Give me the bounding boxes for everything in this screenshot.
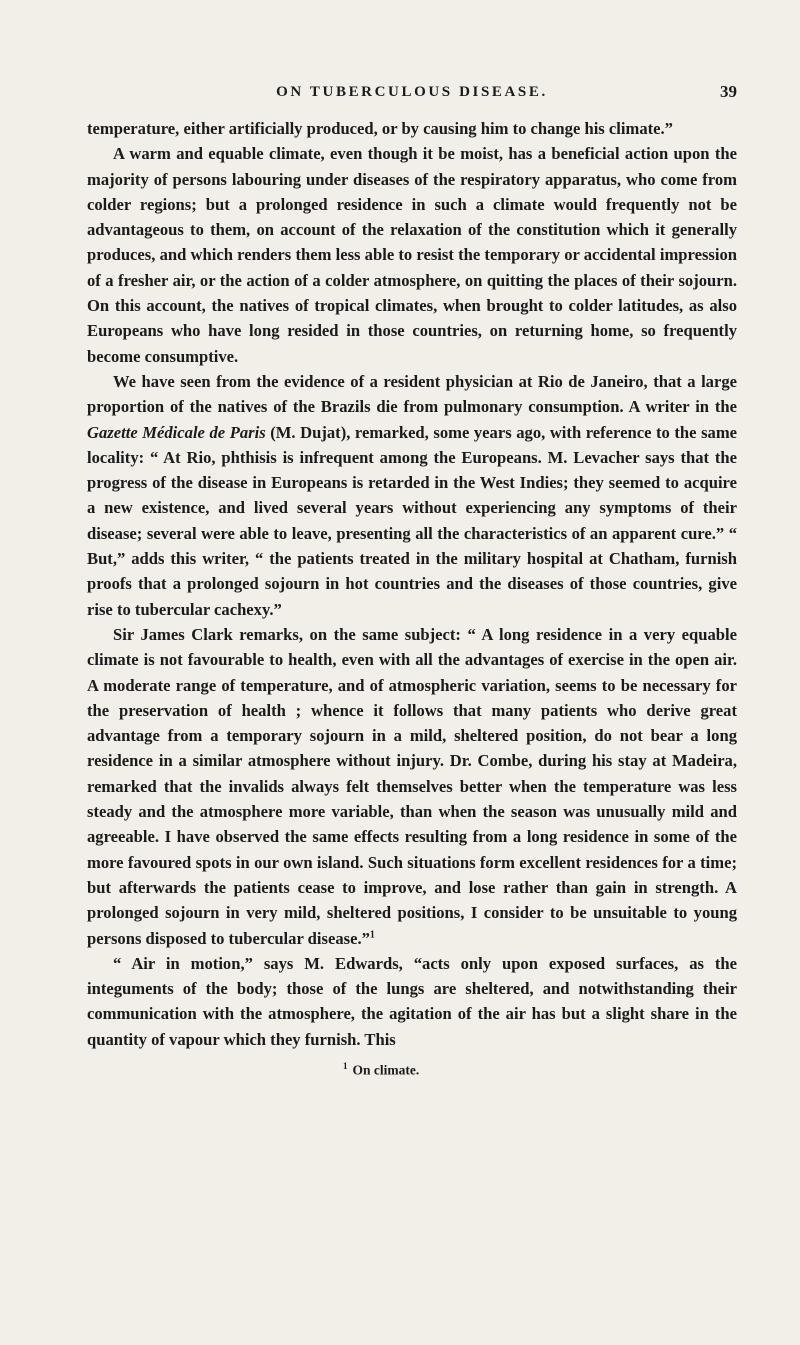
paragraph-rio-de-janeiro bbox=[87, 369, 737, 622]
italic-journal-title: Gazette Médicale de Paris bbox=[87, 422, 266, 442]
paragraph-continuation: temperature, either artificially produced, or by causing him to change his climate.” bbox=[87, 119, 673, 138]
footnote-marker: 1 bbox=[343, 1060, 348, 1071]
text-segment: Sir James Clark remarks, on the same subject: “ A long residence in a very equable climate is not favourable to health, even with all the advantages of exercise in the open air. A moderate range of temperature, and of atmospheric variation, seems to be necessary for the preservation of health ; whence it follows that many patients who derive great advantage from a temporary sojourn in a mild, sheltered position, do not bear a long residence in a similar atmosphere without injury. Dr. Combe, during his stay at Madeira, remarked that the invalids always felt themselves better when the temperature was less steady and the atmosphere more variable, than when the season was unusually mild and agreeable. I have observed the same effects resulting from a long residence in some of the more favoured spots in our own island. Such situations form excellent residences for a time; but afterwards the patients cease to improve, and lose rather than gain in strength. A prolonged sojourn in very mild, sheltered positions, I consider to be unsuitable to young persons disposed to tubercular disease.” bbox=[87, 624, 737, 948]
page-header bbox=[87, 84, 737, 110]
body-text bbox=[87, 116, 737, 1052]
paragraph-sir-james-clark bbox=[87, 622, 737, 951]
text-segment: (M. Dujat), remarked, some years ago, with reference to the same locality: “ At Rio, phthisis is infrequent among the Europeans. M. Levacher says that the progress of the disease in Europeans is retarded in the West Indies; they seemed to acquire a new existence, and lived several years without experiencing any symptoms of their disease; several were able to leave, presenting all the characteristics of an apparent cure.” “ But,” adds this writer, “ the patients treated in the military hospital at Chatham, furnish proofs that a prolonged sojourn in hot countries and the diseases of those countries, give rise to tubercular cachexy.” bbox=[87, 422, 738, 619]
footnote bbox=[87, 1061, 737, 1079]
text-segment: We have seen from the evidence of a resident physician at Rio de Janeiro, that a large proportion of the natives of the Brazils die from pulmonary consumption. A writer in the bbox=[87, 371, 737, 417]
paragraph-warm-climate: A warm and equable climate, even though it be moist, has a beneficial action upon the majority of persons labouring under diseases of the respiratory apparatus, who come from colder regions; but a prolonged residence in such a climate would frequently not be advantageous to them, on account of the relaxation of the constitution which it generally produces, and which renders them less able to resist the temporary or accidental impression of a fresher air, or the action of a colder atmosphere, on quitting the places of their sojourn. On this account, the natives of tropical climates, when brought to colder latitudes, as also Europeans who have long resided in those countries, on returning home, so frequently become consumptive. bbox=[87, 144, 737, 366]
footnote-text: On climate. bbox=[352, 1062, 420, 1078]
page-number: 39 bbox=[720, 82, 737, 101]
running-head: ON TUBERCULOUS DISEASE. bbox=[276, 84, 548, 100]
footnote-reference[interactable]: 1 bbox=[369, 928, 375, 940]
paragraph-air-in-motion: “ Air in motion,” says M. Edwards, “acts only upon exposed surfaces, as the integuments of the body; those of the lungs are sheltered, and notwithstanding their communication with the atmosphere, the agitation of the air has but a slight share in the quantity of vapour which they furnish. This bbox=[87, 953, 737, 1049]
